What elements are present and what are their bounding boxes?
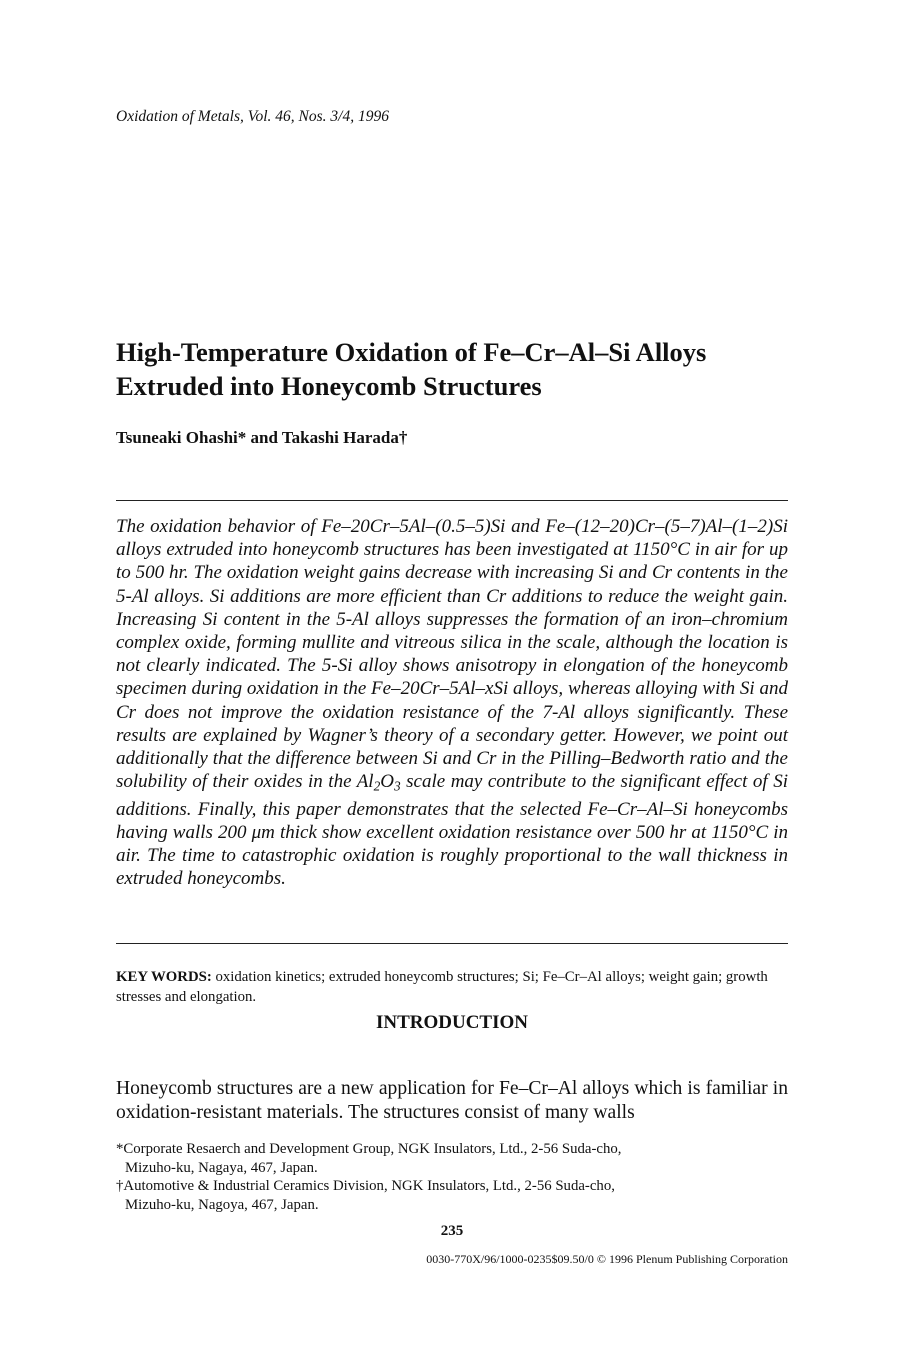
- article-title-line-1: High-Temperature Oxidation of Fe–Cr–Al–Si Alloys: [116, 337, 707, 367]
- keywords: [116, 967, 788, 1007]
- page-number: 235: [440, 1223, 464, 1239]
- abstract-top-rule: [116, 500, 788, 501]
- journal-citation: Oxidation of Metals, Vol. 46, Nos. 3/4, 1996: [116, 108, 389, 125]
- keywords-text: oxidation kinetics; extruded honeycomb structures; Si; Fe–Cr–Al alloys; weight gain; growth stresses and elongation.: [116, 969, 768, 1005]
- abstract: [116, 515, 788, 891]
- introduction-text: Honeycomb structures are a new application for Fe–Cr–Al alloys which is familiar in oxidation-resistant materials. The structures consist of many walls: [116, 1078, 788, 1123]
- abstract-text-part-1: The oxidation behavior of Fe–20Cr–5Al–(0.5–5)Si and Fe–(12–20)Cr–(5–7)Al–(1–2)Si alloys extruded into honeycomb structures has been investigated at 1150°C in air for up to 500 hr. The oxidation weight gains decrease with increasing Si and Cr contents in the 5-Al alloys. Si additions are more efficient than Cr additions to reduce the weight gain. Increasing Si content in the 5-Al alloys suppresses the formation of an iron–chromium complex oxide, forming mullite and vitreous silica in the scale, although the location is not clearly indicated. The 5-Si alloy shows anisotropy in elongation of the honeycomb specimen during oxidation in the Fe–20Cr–5Al–xSi alloys, whereas alloying with Si and Cr does not improve the oxidation resistance of the 7-Al alloys significantly. These results are explained by Wagner’s theory of a secondary getter. However, we point out additionally that the difference between Si and Cr in the Pilling–Bedworth ratio and the solubility of their oxides in the: [116, 516, 788, 793]
- formula-al2o3: $Al_2O_3$: [356, 771, 401, 794]
- author-line: Tsuneaki Ohashi* and Takashi Harada†: [116, 428, 408, 447]
- keywords-label: KEY WORDS:: [116, 969, 212, 985]
- footnote-2: [116, 1177, 788, 1214]
- footnote-2-line-2: Mizuho-ku, Nagoya, 467, Japan.: [125, 1196, 319, 1213]
- footnote-1-line-1: *Corporate Resaerch and Development Group, NGK Insulators, Ltd., 2-56 Suda-cho,: [116, 1141, 622, 1157]
- abstract-bottom-rule: [116, 943, 788, 944]
- abstract-text-part-2: scale may contribute to the significant effect of Si additions. Finally, this paper demonstrates that the selected Fe–Cr–Al–Si honeycombs having walls 200 μm thick show excellent oxidation resistance over 500 hr at 1150°C in air. The time to catastrophic oxidation is roughly proportional to the wall thickness in extruded honeycombs.: [116, 771, 788, 890]
- article-title-line-2: Extruded into Honeycomb Structures: [116, 371, 542, 401]
- footnote-1-line-2: Mizuho-ku, Nagaya, 467, Japan.: [125, 1159, 318, 1176]
- article-title: [116, 335, 816, 403]
- section-heading-introduction: INTRODUCTION: [375, 1012, 529, 1033]
- footnote-2-line-1: †Automotive & Industrial Ceramics Division, NGK Insulators, Ltd., 2-56 Suda-cho,: [116, 1178, 615, 1194]
- publisher-imprint: 0030-770X/96/1000-0235$09.50/0 © 1996 Plenum Publishing Corporation: [426, 1252, 788, 1266]
- footnote-1: [116, 1140, 788, 1177]
